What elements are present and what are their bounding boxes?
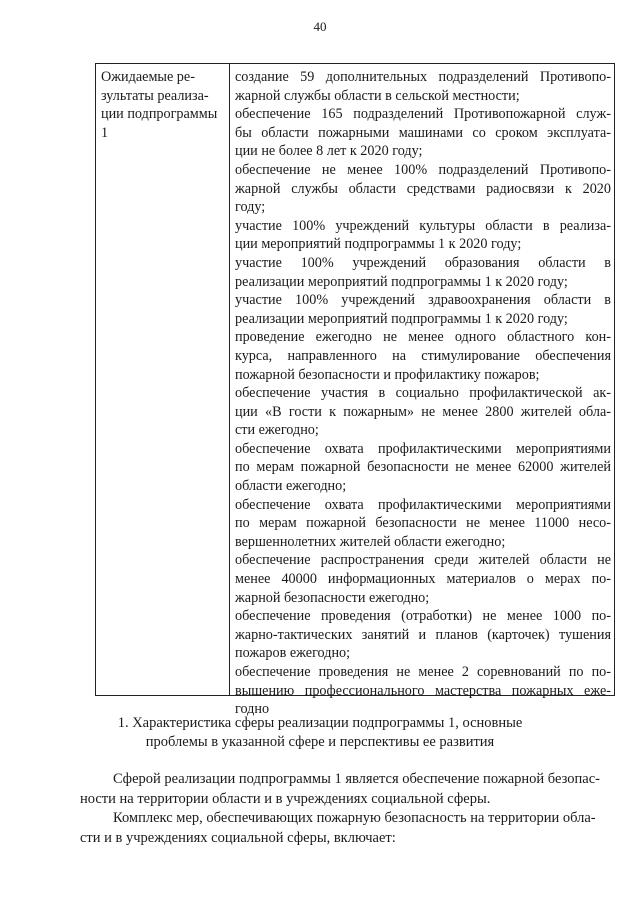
paragraph-line: Сферой реализации подпрограммы 1 является обеспечение пожарной безопас- bbox=[113, 771, 600, 787]
result-line: бы области пожарными машинами со сроком эксплуата- bbox=[235, 124, 611, 141]
result-line: обеспечение проведения не менее 2 соревнований по по- bbox=[235, 664, 611, 680]
label-line: Ожидаемые ре- bbox=[101, 69, 195, 85]
paragraph-line: Комплекс мер, обеспечивающих пожарную безопасность на территории обла- bbox=[113, 810, 596, 826]
result-line: области ежегодно; bbox=[235, 478, 347, 495]
result-line: сти ежегодно; bbox=[235, 422, 319, 439]
table-label-cell bbox=[101, 68, 227, 142]
result-line: реализации мероприятий подпрограммы 1 к 2020 году; bbox=[235, 310, 568, 327]
paragraph-measures bbox=[80, 809, 611, 848]
result-line: году; bbox=[235, 199, 266, 216]
result-line: реализации мероприятий подпрограммы 1 к 2020 году; bbox=[235, 273, 568, 290]
label-line: 1 bbox=[101, 124, 109, 141]
section-heading-line2: проблемы в указанной сфере и перспективы ее развития bbox=[145, 734, 495, 750]
result-line: участие 100% учреждений здравоохранения области в bbox=[235, 292, 611, 309]
label-line: ции подпрограммы bbox=[101, 106, 218, 123]
result-line: участие 100% учреждений культуры области в реализа- bbox=[235, 217, 611, 234]
table-results-cell bbox=[235, 68, 611, 719]
paragraph-scope bbox=[80, 770, 611, 809]
page-number: 40 bbox=[313, 19, 327, 34]
result-line: по мерам пожарной безопасности не менее 62000 жителей bbox=[235, 459, 611, 476]
result-line: обеспечение распространения среди жителей области не bbox=[235, 552, 611, 569]
result-line: обеспечение проведения (отработки) не менее 1000 по- bbox=[235, 608, 611, 625]
result-line: ции «В гости к пожарным» не менее 2800 жителей обла- bbox=[235, 403, 611, 420]
result-line: жарной службы области средствами радиосвязи к 2020 bbox=[235, 180, 611, 197]
result-line: пожаров ежегодно; bbox=[235, 645, 351, 662]
result-line: пожарной безопасности и профилактику пожаров; bbox=[235, 366, 540, 383]
result-line: создание 59 дополнительных подразделений Противопо- bbox=[235, 69, 611, 85]
section-heading-line1: 1. Характеристика сферы реализации подпрограммы 1, основные bbox=[117, 715, 523, 731]
result-line: обеспечение охвата профилактическими мероприятиями bbox=[235, 496, 611, 513]
result-line: жарной службы области в сельской местности; bbox=[235, 87, 520, 104]
label-line: зультаты реализа- bbox=[101, 87, 209, 104]
result-line: жарной безопасности ежегодно; bbox=[235, 589, 430, 606]
result-line: обеспечение участия в социально профилактической ак- bbox=[235, 385, 611, 402]
result-line: ции мероприятий подпрограммы 1 к 2020 году; bbox=[235, 236, 522, 253]
result-line: обеспечение не менее 100% подразделений Противопо- bbox=[235, 161, 611, 178]
result-line: обеспечение охвата профилактическими мероприятиями bbox=[235, 440, 611, 457]
result-line: курса, направленного на стимулирование обеспечения bbox=[235, 347, 611, 364]
paragraph-line: ности на территории области и в учреждениях социальной сферы. bbox=[80, 790, 491, 807]
column-divider bbox=[229, 64, 230, 695]
result-line: проведение ежегодно не менее одного областного кон- bbox=[235, 329, 611, 346]
result-line: жарно-тактических занятий и планов (карточек) тушения bbox=[235, 626, 611, 643]
paragraph-line: сти и в учреждениях социальной сферы, включает: bbox=[80, 829, 396, 846]
result-line: обеспечение 165 подразделений Противопожарной служ- bbox=[235, 106, 611, 123]
result-line: ции не более 8 лет к 2020 году; bbox=[235, 143, 423, 160]
result-line: вышению профессионального мастерства пожарных еже- bbox=[235, 682, 611, 699]
result-line: вершеннолетних жителей области ежегодно; bbox=[235, 533, 506, 550]
result-line: менее 40000 информационных материалов о мерах по- bbox=[235, 571, 611, 588]
result-line: годно bbox=[235, 701, 270, 718]
results-table bbox=[95, 63, 615, 718]
result-line: участие 100% учреждений образования области в bbox=[235, 254, 611, 271]
result-line: по мерам пожарной безопасности не менее 11000 несо- bbox=[235, 515, 611, 532]
